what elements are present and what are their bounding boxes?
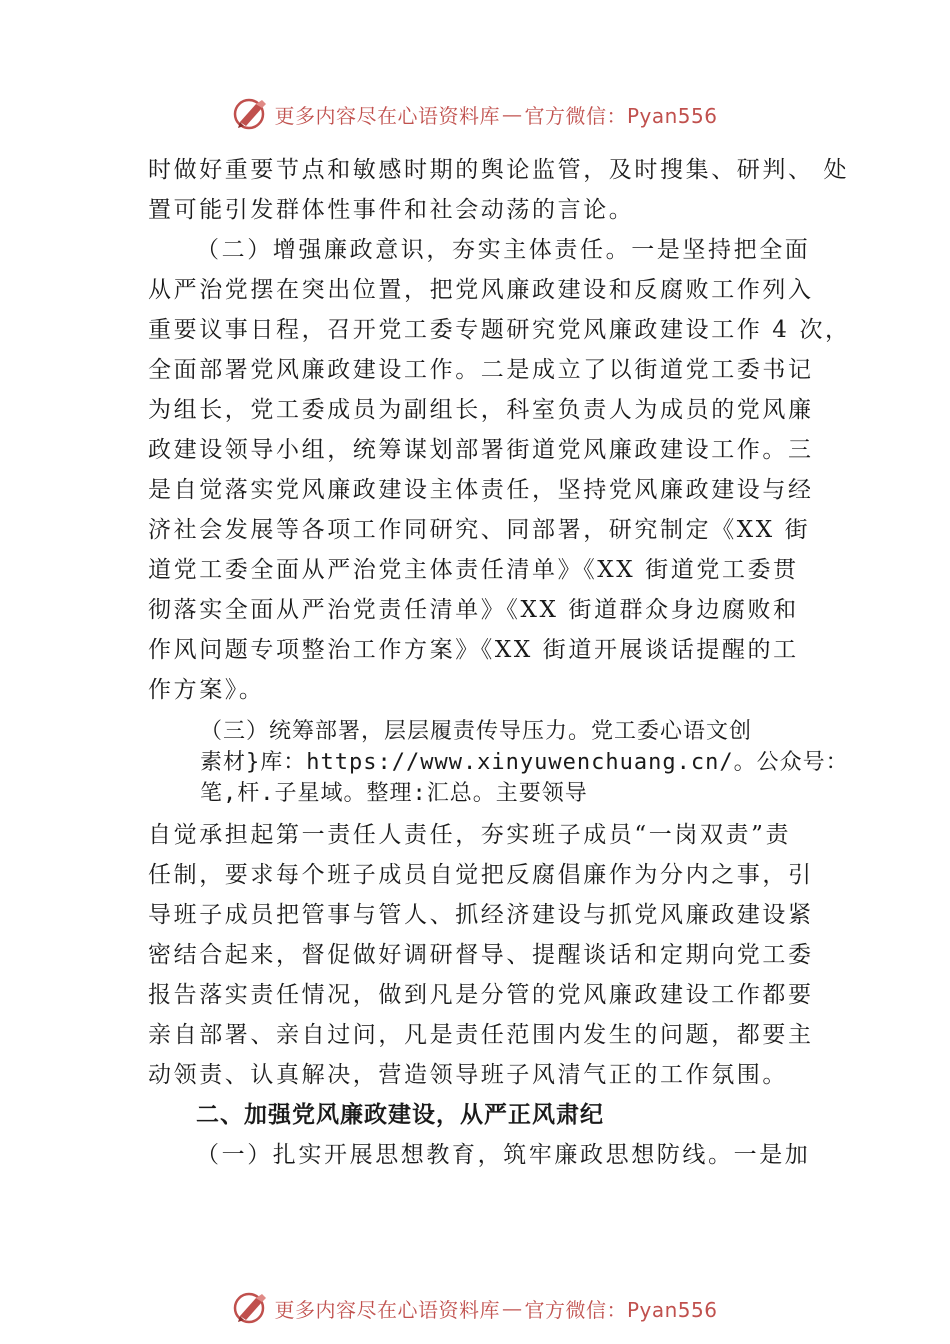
watermark-dash: —	[501, 102, 523, 126]
watermark-dash: —	[501, 1296, 523, 1320]
text-line: 重要议事日程，召开党工委专题研究党风廉政建设工作 4 次，	[148, 317, 851, 343]
text-line: 密结合起来，督促做好调研督导、提醒谈话和定期向党工委	[148, 942, 814, 968]
text-line: 道党工委全面从严治党主体责任清单》《XX 街道党工委贯	[148, 557, 799, 583]
text-line: （一）扎实开展思想教育，筑牢廉政思想防线。一是加	[196, 1142, 811, 1168]
text-line: 自觉承担起第一责任人责任，夯实班子成员“一岗双责”责	[148, 822, 792, 848]
text-line: （三）统筹部署，层层履责传导压力。党工委心语文创	[200, 719, 753, 744]
text-line: 彻落实全面从严治党责任清单》《XX 街道群众身边腐败和	[148, 597, 799, 623]
document-body	[148, 150, 851, 1175]
paragraph-5	[148, 1135, 813, 1175]
paragraph-1	[148, 150, 850, 230]
pen-logo-icon	[232, 96, 270, 132]
text-line: 报告落实责任情况，做到凡是分管的党风廉政建设工作都要	[148, 982, 814, 1008]
text-line: 作风问题专项整治工作方案》《XX 街道开展谈话提醒的工	[148, 637, 799, 663]
text-line: 从严治党摆在突出位置，把党风廉政建设和反腐败工作列入	[148, 277, 814, 303]
text-line: 作方案》。	[148, 677, 265, 703]
text-line: 亲自部署、亲自过问，凡是责任范围内发生的问题，都要主	[148, 1022, 814, 1048]
paragraph-2	[148, 230, 851, 710]
text-line: 济社会发展等各项工作同研究、同部署，研究制定《XX 街	[148, 517, 811, 543]
section-heading: 二、加强党风廉政建设，从严正风肃纪	[196, 1102, 604, 1128]
watermark-header	[0, 96, 950, 132]
text-line: 笔,杆.子星域。整理:汇总。主要领导	[200, 781, 588, 806]
watermark-main-text: 更多内容尽在心语资料库	[274, 1297, 500, 1322]
watermark-sub-text: 官方微信：Pyan556	[524, 1297, 718, 1322]
text-line: 任制，要求每个班子成员自觉把反腐倡廉作为分内之事，引	[148, 862, 814, 888]
text-line: 导班子成员把管事与管人、抓经济建设与抓党风廉政建设紧	[148, 902, 814, 928]
text-line: 动领责、认真解决，营造领导班子风清气正的工作氛围。	[148, 1062, 788, 1088]
text-line: 素材}库：https://www.xinyuwenchuang.cn/。公众号：	[200, 750, 849, 775]
text-line: 为组长，党工委成员为副组长，科室负责人为成员的党风廉	[148, 397, 814, 423]
paragraph-4	[148, 815, 813, 1095]
pen-logo-icon	[232, 1290, 270, 1326]
text-line: 政建设领导小组，统筹谋划部署街道党风廉政建设工作。三	[148, 437, 814, 463]
text-line: 全面部署党风廉政建设工作。二是成立了以街道党工委书记	[148, 357, 814, 383]
watermark-sub-text: 官方微信：Pyan556	[524, 103, 718, 128]
watermark-main-text: 更多内容尽在心语资料库	[274, 103, 500, 128]
text-line: 时做好重要节点和敏感时期的舆论监管，及时搜集、研判、 处	[148, 157, 850, 183]
paragraph-3	[148, 716, 849, 809]
text-line: 是自觉落实党风廉政建设主体责任，坚持党风廉政建设与经	[148, 477, 814, 503]
watermark-footer	[0, 1290, 950, 1326]
text-line: 置可能引发群体性事件和社会动荡的言论。	[148, 197, 635, 223]
text-line: （二）增强廉政意识，夯实主体责任。一是坚持把全面	[196, 237, 811, 263]
